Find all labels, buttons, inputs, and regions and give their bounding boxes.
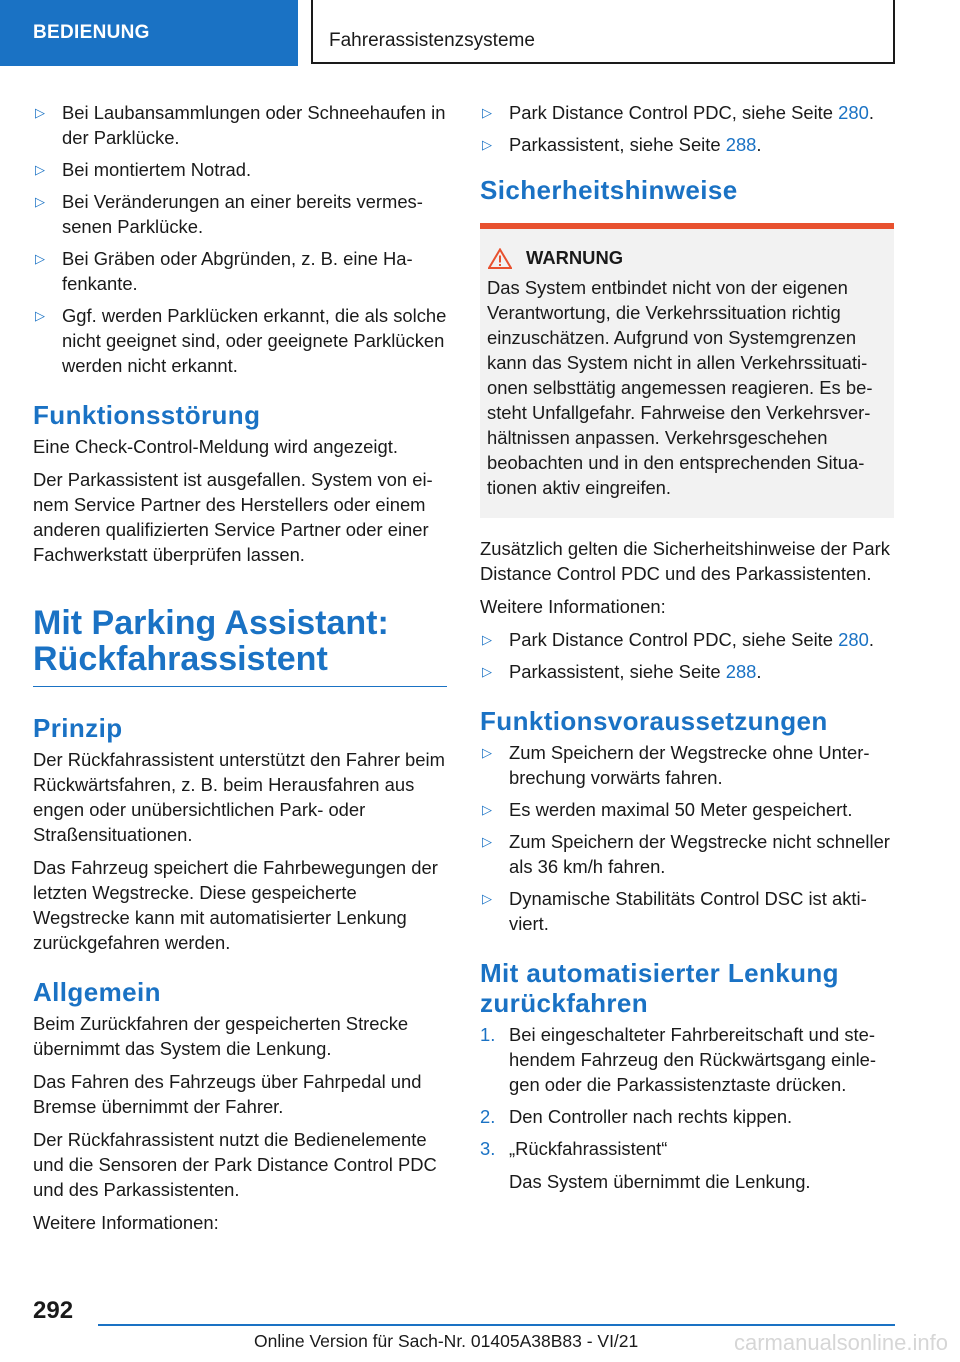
paragraph: Der Rückfahrassistent unterstützt den Fahrer beim Rückwärtsfahren, z. B. beim Herausfahren aus engen oder unübersichtlichen Park- oder Straßensituationen. [33,749,445,845]
step-list [480,1022,894,1161]
right-column [480,100,894,1202]
list-item: ▷ Es werden maximal 50 Meter gespeichert. [482,799,853,820]
heading-allgemein: Allgemein [33,977,161,1007]
footer-divider [98,1324,895,1326]
triangle-bullet-icon: ▷ [482,137,492,152]
reference-list-mid [480,627,894,684]
paragraph: Eine Check-Control-Meldung wird angezeigt. [33,436,398,457]
list-item: ▷ Bei Gräben oder Abgründen, z. B. eine Hafenkante. [35,248,413,294]
left-column [33,100,447,1243]
heading-funktionsvoraussetzungen: Funktionsvoraussetzungen [480,706,828,736]
list-item: ▷ Ggf. werden Parklücken erkannt, die als solche nicht geeignet sind, oder geeignete Parklücken werden nicht erkannt. [35,305,447,376]
triangle-bullet-icon: ▷ [482,891,492,906]
list-item: ▷ Park Distance Control PDC, siehe Seite 280. [482,629,874,650]
paragraph: Das Fahren des Fahrzeugs über Fahrpedal und Bremse übernimmt der Fahrer. [33,1071,422,1117]
page-link-288[interactable]: 288 [725,134,757,155]
step-item: 3. „Rückfahrassistent“ [480,1138,668,1159]
step-continuation: Das System übernimmt die Lenkung. [509,1171,811,1192]
triangle-bullet-icon: ▷ [35,105,45,120]
list-item: ▷ Bei Veränderungen an einer bereits vermessenen Parklücke. [35,191,423,237]
triangle-bullet-icon: ▷ [35,308,45,323]
page-header [0,0,960,66]
triangle-bullet-icon: ▷ [482,802,492,817]
step-number: 3. [480,1138,496,1159]
paragraph: Zusätzlich gelten die Sicherheitshinweise der Park Distance Control PDC und des Parkassistenten. [480,538,890,584]
paragraph: Weitere Informationen: [480,596,666,617]
heading-automatisierte-lenkung: Mit automatisierter Lenkung zurückfahren [480,958,839,1018]
page-number: 292 [33,1297,74,1324]
chapter-title: Fahrerassistenzsysteme [311,0,895,64]
step-number: 1. [480,1024,496,1045]
paragraph: Beim Zurückfahren der gespeicherten Strecke übernimmt das System die Lenkung. [33,1013,409,1059]
warning-triangle-icon [488,248,512,269]
triangle-bullet-icon: ▷ [35,251,45,266]
triangle-bullet-icon: ▷ [35,194,45,209]
list-item: ▷ Zum Speichern der Wegstrecke ohne Unterbrechung vorwärts fahren. [482,742,870,788]
footer-version-text: Online Version für Sach-Nr. 01405A38B83 - VI/21 [254,1331,639,1351]
triangle-bullet-icon: ▷ [35,162,45,177]
heading-funktionsstoerung: Funktionsstörung [33,400,261,430]
step-number: 2. [480,1106,496,1127]
page-link-280[interactable]: 280 [838,102,869,123]
warning-box [480,223,894,518]
step-item: 1. Bei eingeschalteter Fahrbereitschaft und stehendem Fahrzeug den Rückwärtsgang einlegen oder die Parkassistenztaste drücken. [480,1024,877,1095]
watermark: carmanualsonline.info [733,1330,948,1355]
section-title: BEDIENUNG [0,0,298,66]
paragraph: Das Fahrzeug speichert die Fahrbewegungen der letzten Wegstrecke. Diese gespeicherte Wegstrecke kann mit automatisierter Lenkung zurückgefahren werden. [33,857,438,953]
triangle-bullet-icon: ▷ [482,105,492,120]
warning-header [487,247,886,269]
reference-list-top [480,100,894,157]
list-item: ▷ Parkassistent, siehe Seite 288. [482,134,762,155]
list-item: ▷ Dynamische Stabilitäts Control DSC ist aktiviert. [482,888,867,934]
paragraph: Der Rückfahrassistent nutzt die Bedienelemente und die Sensoren der Park Distance Control PDC und des Parkassistenten. [33,1129,437,1200]
bullet-list-limits [33,100,447,378]
list-item: ▷ Bei Laubansammlungen oder Schneehaufen in der Parklücke. [35,102,446,148]
warning-title: WARNUNG [526,247,624,268]
step-item: 2. Den Controller nach rechts kippen. [480,1106,793,1127]
heading-prinzip: Prinzip [33,713,123,743]
list-item: ▷ Bei montiertem Notrad. [35,159,252,180]
main-heading-rueckfahrassistent: Mit Parking Assistant: Rückfahrassistent [33,605,447,687]
warning-text: Das System entbindet nicht von der eigenen Verantwortung, die Verkehrssituation richtig einzuschätzen. Aufgrund von Systemgrenzen kann das System nicht in allen Verkehrssituationen selbsttätig angemessen reagieren. Es besteht Unfallgefahr. Fahrweise den Verkehrsverhältnissen anpassen. Verkehrsgeschehen beobachten und in den entsprechenden Situationen aktiv eingreifen. [487,277,873,498]
list-item: ▷ Park Distance Control PDC, siehe Seite 280. [482,102,874,123]
paragraph: Der Parkassistent ist ausgefallen. System von einem Service Partner des Herstellers oder einem anderen qualifizierten Service Partner oder einer Fachwerkstatt überprüfen lassen. [33,469,433,565]
triangle-bullet-icon: ▷ [482,834,492,849]
paragraph: Weitere Informationen: [33,1212,219,1233]
heading-sicherheitshinweise: Sicherheitshinweise [480,175,738,205]
triangle-bullet-icon: ▷ [482,664,492,679]
triangle-bullet-icon: ▷ [482,632,492,647]
page-link-280[interactable]: 280 [838,629,869,650]
list-item: ▷ Parkassistent, siehe Seite 288. [482,661,762,682]
triangle-bullet-icon: ▷ [482,745,492,760]
page-link-288[interactable]: 288 [725,661,757,682]
list-item: ▷ Zum Speichern der Wegstrecke nicht schneller als 36 km/h fahren. [482,831,890,877]
bullet-list-requirements [480,740,894,936]
